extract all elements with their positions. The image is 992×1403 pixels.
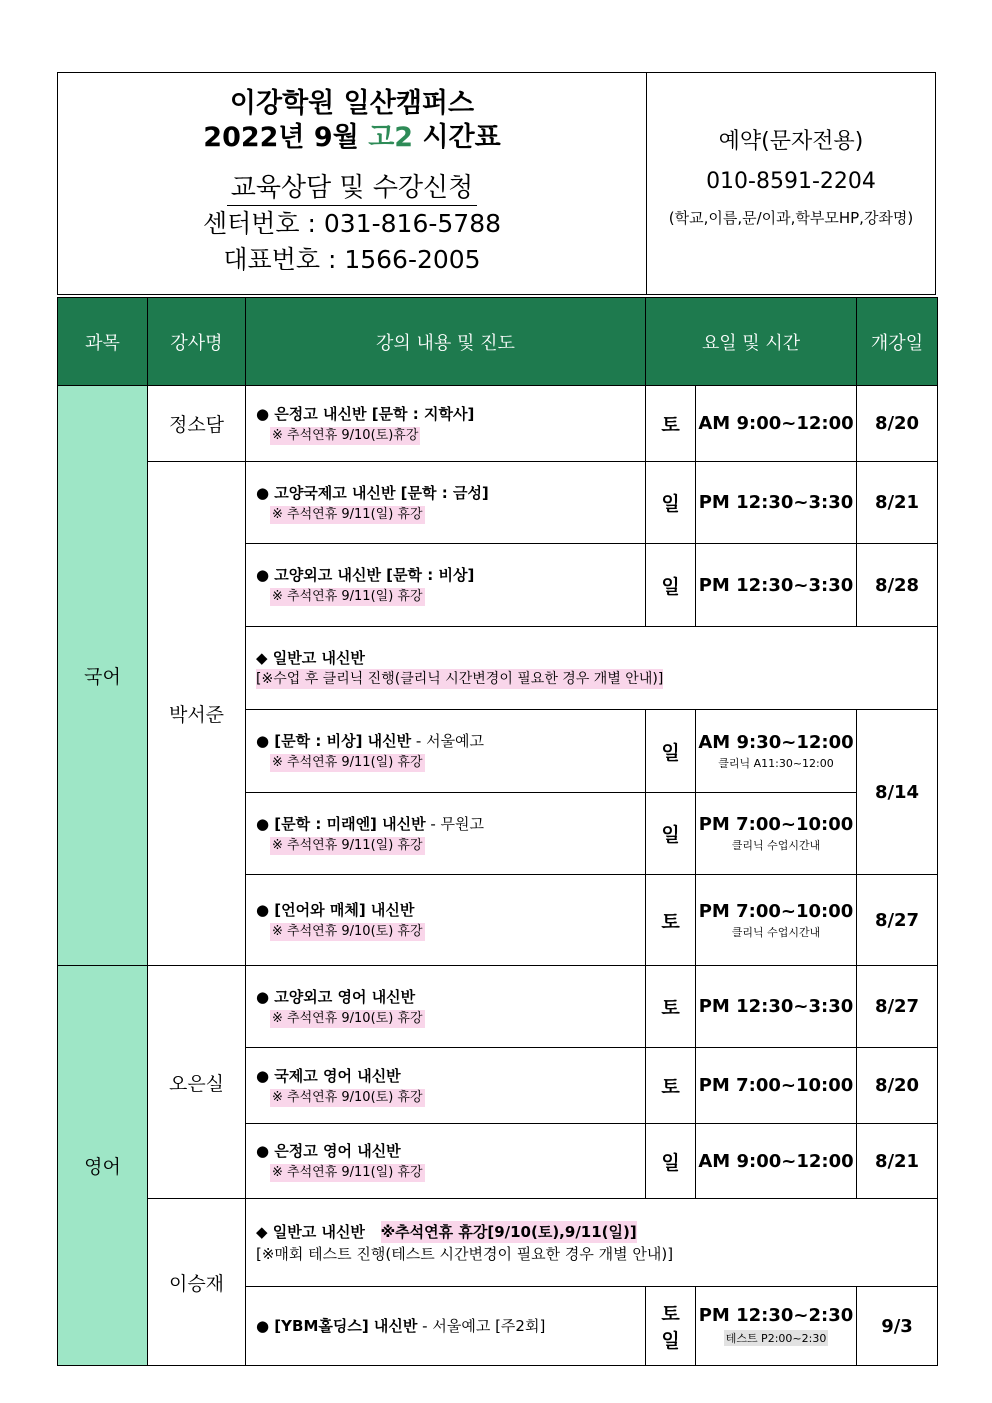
reserve-note: (학교,이름,문/이과,학부모HP,강좌명) bbox=[668, 209, 914, 227]
course-cell bbox=[246, 710, 646, 793]
time-cell: PM 7:00~10:00 클리닉 수업시간내 bbox=[696, 793, 857, 875]
day-cell: 일 bbox=[646, 462, 696, 544]
day-cell: 일 bbox=[646, 1124, 696, 1199]
header-title-area bbox=[58, 73, 647, 294]
time-cell: PM 12:30~3:30 bbox=[696, 544, 857, 627]
course-title: ● [문학 : 비상] 내신반 - 서울예고 bbox=[256, 732, 485, 750]
course-cell bbox=[246, 875, 646, 966]
course-title: ● 고양외고 내신반 [문학 : 비상] bbox=[256, 566, 475, 584]
day-cell: 토 bbox=[646, 875, 696, 966]
header-course: 강의 내용 및 진도 bbox=[246, 298, 646, 386]
time-cell: PM 7:00~10:00 클리닉 수업시간내 bbox=[696, 875, 857, 966]
course-cell bbox=[246, 386, 646, 462]
teacher-name: 박서준 bbox=[148, 462, 246, 966]
course-title: ● [YBM홀딩스] 내신반 - 서울예고 [주2회] bbox=[256, 1317, 546, 1335]
clinic-note: [※수업 후 클리닉 진행(클리닉 시간변경이 필요한 경우 개별 안내)] bbox=[256, 671, 664, 687]
table-row bbox=[58, 386, 938, 462]
holiday-note: ※ 추석연휴 9/10(토) 휴강 bbox=[272, 1010, 423, 1026]
day-cell: 토 일 bbox=[646, 1287, 696, 1366]
holiday-note: ※ 추석연휴 9/10(토)휴강 bbox=[272, 427, 419, 443]
consult-heading: 교육상담 및 수강신청 bbox=[227, 171, 478, 206]
center-phone: 센터번호 : 031-816-5788 bbox=[202, 209, 502, 238]
time-cell: PM 12:30~3:30 bbox=[696, 462, 857, 544]
open-date: 8/21 bbox=[857, 462, 938, 544]
time-cell: AM 9:00~12:00 bbox=[696, 1124, 857, 1199]
course-title: ● [문학 : 미래엔] 내신반 - 무원고 bbox=[256, 814, 485, 833]
course-title: ● 은정고 영어 내신반 bbox=[256, 1142, 401, 1160]
table-row bbox=[58, 1199, 938, 1287]
day-cell: 토 bbox=[646, 1048, 696, 1124]
course-title: ● 고양국제고 내신반 [문학 : 금성] bbox=[256, 483, 489, 502]
open-date: 8/20 bbox=[857, 386, 938, 462]
time-cell: PM 12:30~2:30 테스트 P2:00~2:30 bbox=[696, 1287, 857, 1366]
course-title: ● 은정고 내신반 [문학 : 지학사] bbox=[256, 404, 475, 423]
open-date: 8/20 bbox=[857, 1048, 938, 1124]
subject-korean: 국어 bbox=[58, 386, 148, 966]
open-date: 8/21 bbox=[857, 1124, 938, 1199]
open-date: 8/14 bbox=[857, 710, 938, 875]
subject-english: 영어 bbox=[58, 966, 148, 1366]
teacher-name: 오은실 bbox=[148, 966, 246, 1199]
table-header-row bbox=[58, 298, 938, 386]
clinic-time: 클리닉 A11:30~12:00 bbox=[718, 756, 834, 770]
holiday-note: ※ 추석연휴 9/11(일) 휴강 bbox=[272, 837, 423, 853]
holiday-note: ※추석연휴 휴강[9/10(토),9/11(일)] bbox=[380, 1222, 637, 1241]
course-cell bbox=[246, 1287, 646, 1366]
open-date: 8/27 bbox=[857, 966, 938, 1048]
open-date: 8/27 bbox=[857, 875, 938, 966]
holiday-note: ※ 추석연휴 9/11(일) 휴강 bbox=[272, 506, 423, 522]
course-cell bbox=[246, 1124, 646, 1199]
time-cell: PM 12:30~3:30 bbox=[696, 966, 857, 1048]
table-row bbox=[58, 462, 938, 544]
day-cell: 일 bbox=[646, 710, 696, 793]
timetable bbox=[57, 297, 938, 1366]
reserve-label: 예약(문자전용) bbox=[718, 129, 864, 154]
page-title: 이강학원 일산캠퍼스 bbox=[229, 88, 475, 119]
holiday-note: ※ 추석연휴 9/11(일) 휴강 bbox=[272, 1165, 423, 1180]
course-cell bbox=[246, 793, 646, 875]
course-cell bbox=[246, 462, 646, 544]
general-class-cell bbox=[246, 1199, 938, 1287]
course-title: ● 국제고 영어 내신반 bbox=[256, 1066, 401, 1085]
header-box bbox=[57, 72, 936, 295]
holiday-note: ※ 추석연휴 9/11(일) 휴강 bbox=[272, 755, 423, 770]
course-cell bbox=[246, 544, 646, 627]
header-teacher: 강사명 bbox=[148, 298, 246, 386]
time-cell: AM 9:30~12:00 클리닉 A11:30~12:00 bbox=[696, 710, 857, 793]
holiday-note: ※ 추석연휴 9/10(토) 휴강 bbox=[272, 1089, 423, 1105]
reserve-phone: 010-8591-2204 bbox=[706, 169, 876, 194]
header-open-date: 개강일 bbox=[857, 298, 938, 386]
header-schedule: 요일 및 시간 bbox=[646, 298, 857, 386]
day-cell: 일 bbox=[646, 793, 696, 875]
course-cell bbox=[246, 1048, 646, 1124]
general-class-cell bbox=[246, 627, 938, 710]
day-cell: 일 bbox=[646, 544, 696, 627]
page-subtitle: 2022년 9월 고2 시간표 bbox=[203, 122, 501, 153]
course-title: ◆ 일반고 내신반 bbox=[256, 649, 365, 667]
test-note: [※매회 테스트 진행(테스트 시간변경이 필요한 경우 개별 안내)] bbox=[256, 1244, 674, 1263]
teacher-name: 이승재 bbox=[148, 1199, 246, 1366]
grade-label: 고2 bbox=[368, 122, 414, 153]
course-title: ◆ 일반고 내신반 ※추석연휴 휴강[9/10(토),9/11(일)] bbox=[256, 1222, 637, 1241]
clinic-time: 클리닉 수업시간내 bbox=[731, 925, 821, 939]
holiday-note: ※ 추석연휴 9/11(일) 휴강 bbox=[272, 589, 423, 604]
table-row bbox=[58, 966, 938, 1048]
teacher-name: 정소담 bbox=[148, 386, 246, 462]
course-title: ● [언어와 매체] 내신반 bbox=[256, 901, 415, 919]
day-cell: 토 bbox=[646, 386, 696, 462]
clinic-time: 클리닉 수업시간내 bbox=[731, 839, 821, 852]
day-cell: 토 bbox=[646, 966, 696, 1048]
main-phone: 대표번호 : 1566-2005 bbox=[223, 245, 481, 274]
time-cell: PM 7:00~10:00 bbox=[696, 1048, 857, 1124]
holiday-note: ※ 추석연휴 9/10(토) 휴강 bbox=[272, 924, 423, 939]
test-time: 테스트 P2:00~2:30 bbox=[725, 1332, 827, 1345]
open-date: 9/3 bbox=[857, 1287, 938, 1366]
course-cell bbox=[246, 966, 646, 1048]
header-subject: 과목 bbox=[58, 298, 148, 386]
reservation-area bbox=[647, 73, 935, 294]
open-date: 8/28 bbox=[857, 544, 938, 627]
course-title: ● 고양외고 영어 내신반 bbox=[256, 987, 416, 1006]
time-cell: AM 9:00~12:00 bbox=[696, 386, 857, 462]
